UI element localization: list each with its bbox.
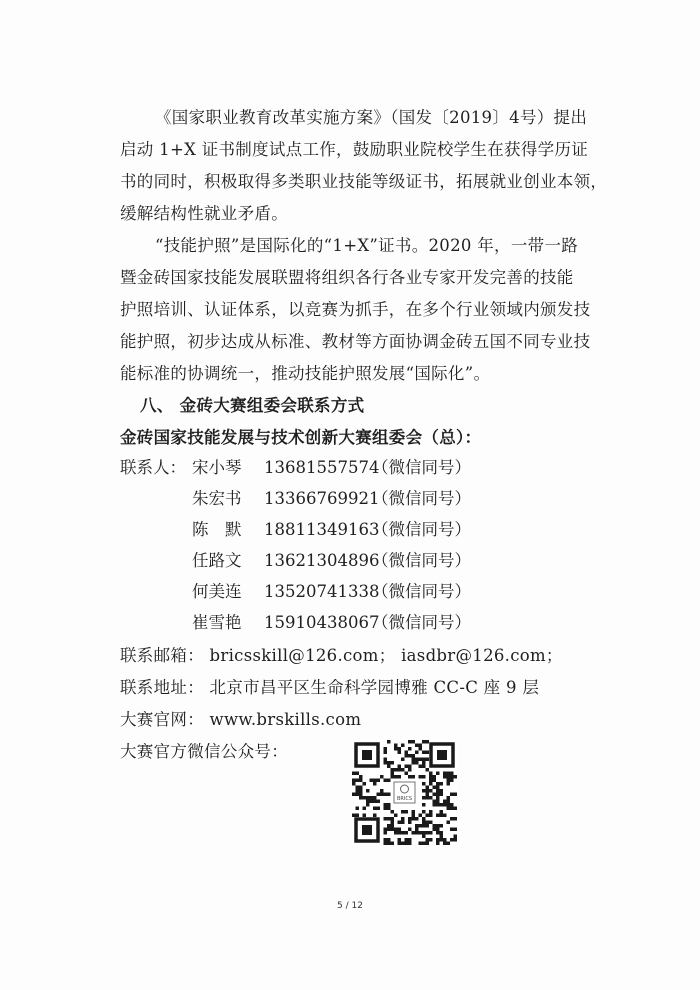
paragraph-2-line-3: 护照培训、认证体系，以竞赛为抓手，在多个行业领域内颁发技 xyxy=(120,300,591,319)
paragraph-1-line-3: 书的同时，积极取得多类职业技能等级证书，拓展就业创业本领， xyxy=(120,172,608,191)
contact-phone: 13621304896 xyxy=(264,551,380,570)
qr-code-image xyxy=(352,740,457,845)
contact-name: 陈 默 xyxy=(192,520,242,539)
qr-logo-text: BRICS xyxy=(396,796,413,802)
address-line: 联系地址： 北京市昌平区生命科学园博雅 CC-C 座 9 层 xyxy=(120,678,540,697)
wechat-label: 大赛官方微信公众号： xyxy=(120,742,288,761)
paragraph-2-line-4: 能护照，初步达成从标准、教材等方面协调金砖五国不同专业技 xyxy=(120,332,591,351)
contact-name: 何美连 xyxy=(192,582,242,601)
contact-name: 朱宏书 xyxy=(192,489,242,508)
contact-name: 任路文 xyxy=(192,551,242,570)
contact-note: （微信同号） xyxy=(372,582,471,601)
page-number: 5 / 12 xyxy=(337,901,363,911)
paragraph-2-line-1: “技能护照”是国际化的“1+X”证书。2020 年，一带一路 xyxy=(155,236,579,255)
section-heading: 八、 金砖大赛组委会联系方式 xyxy=(140,396,365,415)
contact-note: （微信同号） xyxy=(372,458,471,477)
contact-row xyxy=(0,549,700,573)
paragraph-1-line-4: 缓解结构性就业矛盾。 xyxy=(120,204,288,223)
contact-row xyxy=(0,456,700,480)
contact-phone: 13520741338 xyxy=(264,582,380,601)
contact-row xyxy=(0,580,700,604)
contact-phone: 13366769921 xyxy=(264,489,380,508)
contact-note: （微信同号） xyxy=(372,489,471,508)
contact-note: （微信同号） xyxy=(372,551,471,570)
website-line: 大赛官网： www.brskills.com xyxy=(120,710,362,729)
contact-note: （微信同号） xyxy=(372,613,471,632)
paragraph-2-line-2: 暨金砖国家技能发展联盟将组织各行各业专家开发完善的技能 xyxy=(120,268,574,287)
contact-row xyxy=(0,518,700,542)
contact-phone: 15910438067 xyxy=(264,613,380,632)
org-name: 金砖国家技能发展与技术创新大赛组委会（总）： xyxy=(120,428,482,447)
contact-phone: 13681557574 xyxy=(264,458,380,477)
paragraph-1-line-1: 《国家职业教育改革实施方案》（国发〔2019〕4号）提出 xyxy=(155,108,588,127)
paragraph-2-line-5: 能标准的协调统一，推动技能护照发展“国际化”。 xyxy=(120,364,491,383)
contact-row xyxy=(0,611,700,635)
contact-note: （微信同号） xyxy=(372,520,471,539)
contact-name: 崔雪艳 xyxy=(192,613,242,632)
paragraph-1-line-2: 启动 1+X 证书制度试点工作，鼓励职业院校学生在获得学历证 xyxy=(120,140,589,159)
contact-phone: 18811349163 xyxy=(264,520,380,539)
contacts-label: 联系人： xyxy=(120,458,186,477)
contact-name: 宋小琴 xyxy=(192,458,242,477)
contact-row xyxy=(0,487,700,511)
email-line: 联系邮箱： bricsskill@126.com； iasdbr@126.com； xyxy=(120,646,563,665)
wechat-qr-code xyxy=(352,740,457,845)
